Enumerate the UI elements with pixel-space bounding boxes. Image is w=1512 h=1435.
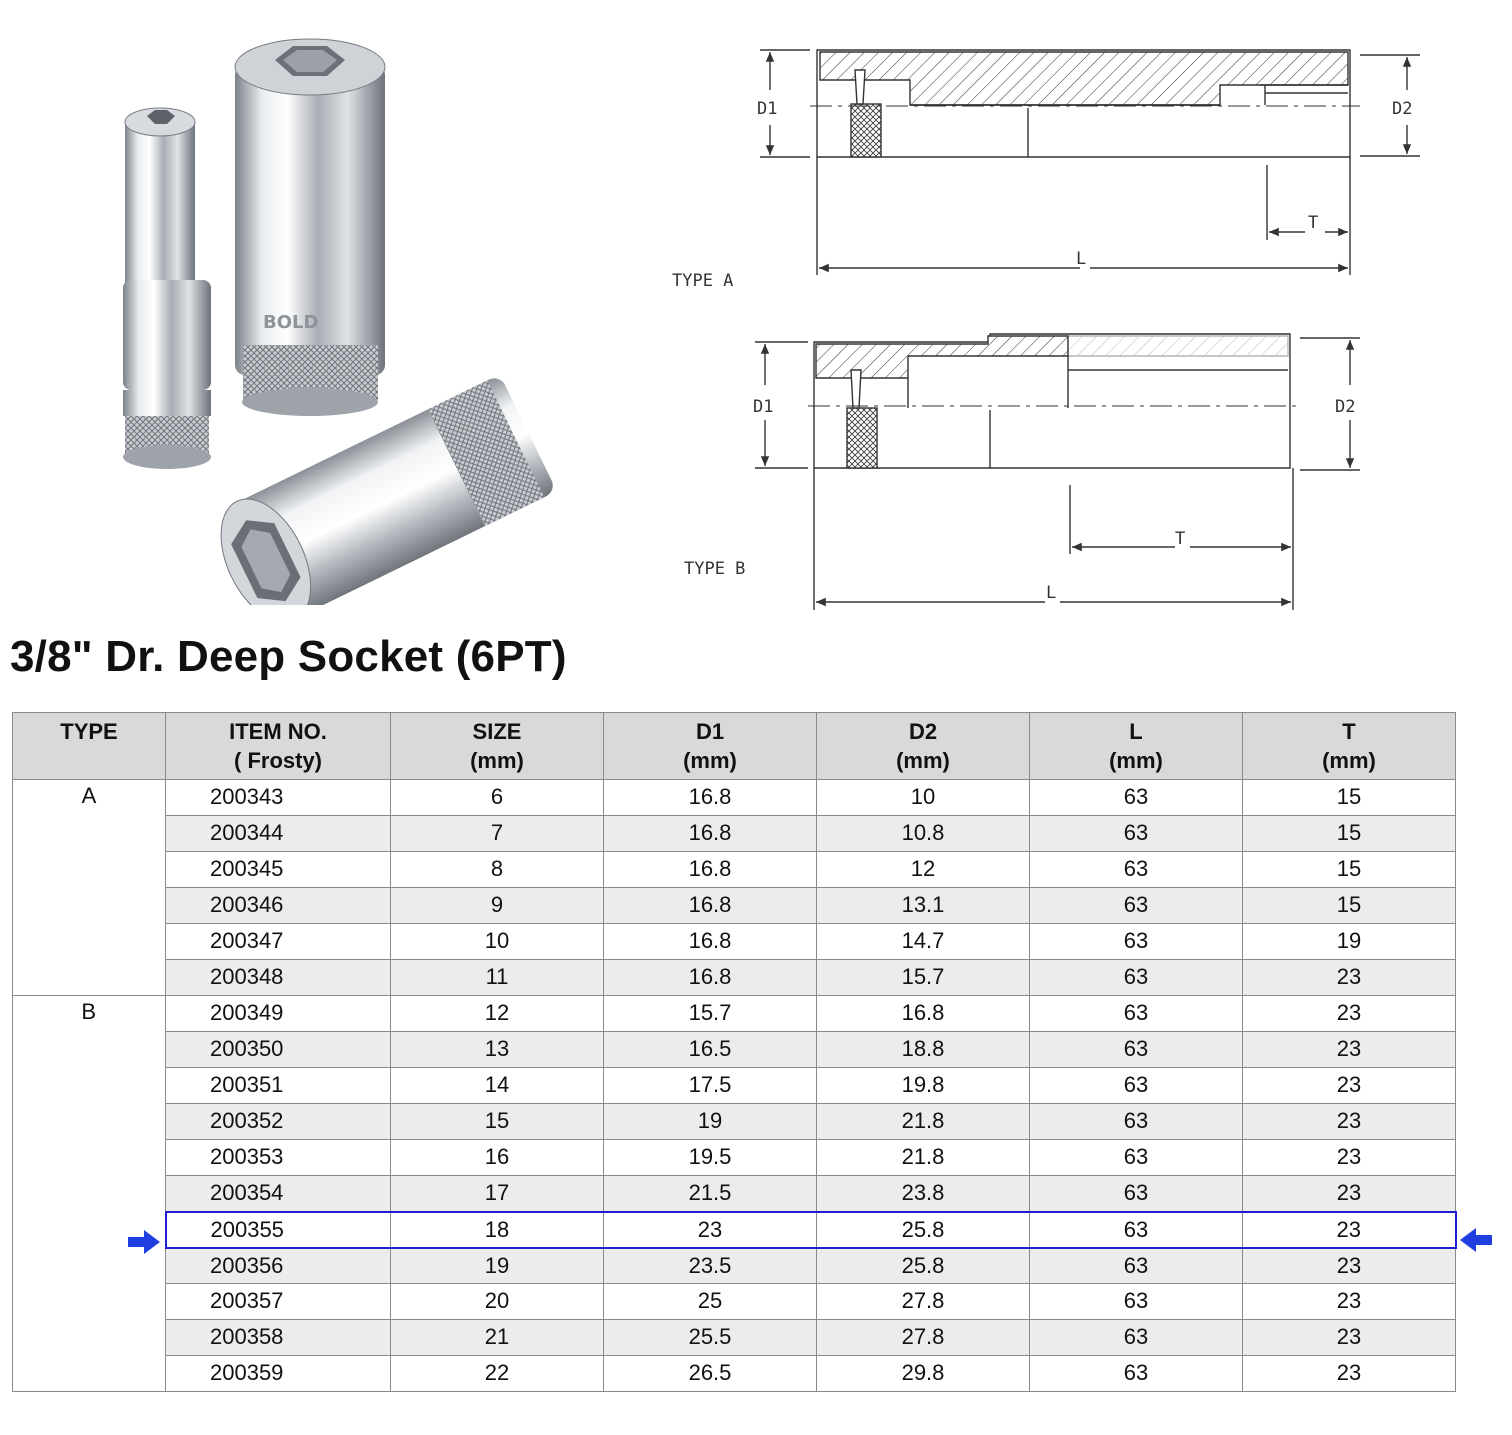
type-group-cell: A	[13, 780, 166, 996]
cell-d2: 25.8	[817, 1212, 1030, 1248]
cell-l: 63	[1030, 996, 1243, 1032]
column-header-unit: (mm)	[470, 748, 524, 773]
table-row	[13, 1248, 1456, 1284]
table-row	[13, 960, 1456, 996]
column-header	[1243, 713, 1456, 780]
drawing-type-a	[660, 30, 1430, 300]
column-header-unit: (mm)	[1109, 748, 1163, 773]
cell-t: 23	[1243, 1176, 1456, 1212]
cell-item: 200343	[166, 780, 391, 816]
cell-item: 200351	[166, 1068, 391, 1104]
cell-d2: 29.8	[817, 1356, 1030, 1392]
cell-t: 15	[1243, 780, 1456, 816]
cell-t: 23	[1243, 996, 1456, 1032]
cell-size: 22	[391, 1356, 604, 1392]
cell-size: 11	[391, 960, 604, 996]
table-row	[13, 1104, 1456, 1140]
cell-size: 19	[391, 1248, 604, 1284]
table-row	[13, 924, 1456, 960]
dim-l-label: L	[1076, 249, 1087, 269]
cell-t: 23	[1243, 1356, 1456, 1392]
cell-t: 23	[1243, 1212, 1456, 1248]
table-row	[13, 1176, 1456, 1212]
table-row	[13, 1320, 1456, 1356]
cell-d2: 21.8	[817, 1140, 1030, 1176]
type-b-label: TYPE B	[684, 559, 746, 579]
column-header	[1030, 713, 1243, 780]
cell-l: 63	[1030, 1176, 1243, 1212]
column-header-unit: (mm)	[896, 748, 950, 773]
cell-item: 200354	[166, 1176, 391, 1212]
cell-d2: 15.7	[817, 960, 1030, 996]
column-header-unit: ( Frosty)	[234, 748, 322, 773]
table-row	[13, 1212, 1456, 1248]
cell-item: 200359	[166, 1356, 391, 1392]
product-photo	[95, 20, 575, 605]
cell-d1: 16.8	[604, 780, 817, 816]
cell-item: 200347	[166, 924, 391, 960]
cell-d1: 17.5	[604, 1068, 817, 1104]
cell-d1: 16.8	[604, 816, 817, 852]
arrow-left-icon	[1460, 1228, 1492, 1252]
cell-size: 6	[391, 780, 604, 816]
cell-d2: 18.8	[817, 1032, 1030, 1068]
cell-d1: 25	[604, 1284, 817, 1320]
table-row	[13, 1068, 1456, 1104]
cell-item: 200356	[166, 1248, 391, 1284]
column-header-label: D2	[908, 719, 938, 744]
cell-t: 15	[1243, 888, 1456, 924]
column-header	[391, 713, 604, 780]
cell-d1: 19	[604, 1104, 817, 1140]
cell-d2: 10	[817, 780, 1030, 816]
cell-l: 63	[1030, 1284, 1243, 1320]
cell-d1: 16.8	[604, 960, 817, 996]
cell-t: 23	[1243, 960, 1456, 996]
page-title: 3/8" Dr. Deep Socket (6PT)	[10, 632, 567, 681]
table-row	[13, 852, 1456, 888]
cell-d1: 23	[604, 1212, 817, 1248]
cell-d2: 12	[817, 852, 1030, 888]
cell-d2: 10.8	[817, 816, 1030, 852]
cell-d1: 16.8	[604, 924, 817, 960]
engraving-text: BOLD	[263, 312, 319, 333]
dim-t-label: T	[1175, 529, 1186, 549]
cell-size: 17	[391, 1176, 604, 1212]
cell-item: 200346	[166, 888, 391, 924]
column-header-label: L	[1129, 719, 1143, 744]
cell-item: 200350	[166, 1032, 391, 1068]
column-header	[604, 713, 817, 780]
cell-l: 63	[1030, 1104, 1243, 1140]
drawing-type-b	[660, 320, 1430, 620]
column-header-unit	[13, 746, 165, 775]
cell-t: 23	[1243, 1248, 1456, 1284]
cell-d2: 14.7	[817, 924, 1030, 960]
cell-size: 7	[391, 816, 604, 852]
cell-d2: 25.8	[817, 1248, 1030, 1284]
cell-d1: 15.7	[604, 996, 817, 1032]
table-row	[13, 816, 1456, 852]
table-row	[13, 888, 1456, 924]
cell-size: 15	[391, 1104, 604, 1140]
cell-t: 15	[1243, 852, 1456, 888]
cell-l: 63	[1030, 1212, 1243, 1248]
cell-size: 10	[391, 924, 604, 960]
cell-size: 12	[391, 996, 604, 1032]
cell-l: 63	[1030, 1068, 1243, 1104]
cell-d2: 21.8	[817, 1104, 1030, 1140]
tall-socket	[235, 39, 385, 416]
cell-t: 23	[1243, 1140, 1456, 1176]
column-header-unit: (mm)	[683, 748, 737, 773]
spec-table	[12, 712, 1457, 1392]
cell-size: 9	[391, 888, 604, 924]
type-group-cell: B	[13, 996, 166, 1392]
cell-item: 200355	[166, 1212, 391, 1248]
cell-d1: 25.5	[604, 1320, 817, 1356]
cell-l: 63	[1030, 816, 1243, 852]
cell-size: 20	[391, 1284, 604, 1320]
cell-item: 200345	[166, 852, 391, 888]
cell-t: 23	[1243, 1068, 1456, 1104]
cell-t: 23	[1243, 1320, 1456, 1356]
cell-l: 63	[1030, 1248, 1243, 1284]
cell-l: 63	[1030, 1356, 1243, 1392]
cell-l: 63	[1030, 924, 1243, 960]
cell-item: 200357	[166, 1284, 391, 1320]
cell-d2: 19.8	[817, 1068, 1030, 1104]
cell-item: 200348	[166, 960, 391, 996]
cell-size: 21	[391, 1320, 604, 1356]
arrow-right-icon	[128, 1230, 160, 1254]
table-header-row	[13, 713, 1456, 780]
table-row	[13, 1356, 1456, 1392]
column-header-label: D1	[695, 719, 725, 744]
cell-d2: 27.8	[817, 1320, 1030, 1356]
cell-item: 200358	[166, 1320, 391, 1356]
dim-d2-label: D2	[1392, 99, 1413, 119]
table-row	[13, 1284, 1456, 1320]
cell-l: 63	[1030, 1320, 1243, 1356]
cell-l: 63	[1030, 852, 1243, 888]
cell-t: 23	[1243, 1032, 1456, 1068]
table-row	[13, 1032, 1456, 1068]
cell-d2: 13.1	[817, 888, 1030, 924]
cell-d2: 27.8	[817, 1284, 1030, 1320]
cell-t: 19	[1243, 924, 1456, 960]
cell-l: 63	[1030, 1032, 1243, 1068]
dim-d1-label: D1	[757, 99, 778, 119]
cell-t: 23	[1243, 1284, 1456, 1320]
cell-item: 200353	[166, 1140, 391, 1176]
cell-d1: 16.8	[604, 852, 817, 888]
column-header-unit: (mm)	[1322, 748, 1376, 773]
cell-item: 200344	[166, 816, 391, 852]
cell-d1: 23.5	[604, 1248, 817, 1284]
cell-size: 13	[391, 1032, 604, 1068]
dim-t-label: T	[1308, 213, 1319, 233]
cell-size: 18	[391, 1212, 604, 1248]
column-header	[817, 713, 1030, 780]
dim-d2-label: D2	[1335, 397, 1356, 417]
cell-l: 63	[1030, 1140, 1243, 1176]
dim-l-label: L	[1046, 583, 1057, 603]
table-row	[13, 1140, 1456, 1176]
column-header-label: ITEM NO.	[229, 719, 327, 744]
cell-d2: 16.8	[817, 996, 1030, 1032]
table-body	[13, 780, 1456, 1392]
cell-d2: 23.8	[817, 1176, 1030, 1212]
cell-size: 8	[391, 852, 604, 888]
cell-d1: 19.5	[604, 1140, 817, 1176]
cell-size: 16	[391, 1140, 604, 1176]
small-socket	[123, 108, 211, 469]
type-a-label: TYPE A	[672, 271, 734, 291]
column-header	[13, 713, 166, 780]
cell-d1: 21.5	[604, 1176, 817, 1212]
cell-d1: 26.5	[604, 1356, 817, 1392]
cell-d1: 16.5	[604, 1032, 817, 1068]
table-row	[13, 996, 1456, 1032]
cell-size: 14	[391, 1068, 604, 1104]
column-header-label: TYPE	[60, 719, 118, 744]
dim-d1-label: D1	[753, 397, 774, 417]
cell-l: 63	[1030, 888, 1243, 924]
cell-item: 200349	[166, 996, 391, 1032]
cell-t: 23	[1243, 1104, 1456, 1140]
table-row	[13, 780, 1456, 816]
column-header-label: T	[1342, 719, 1356, 744]
cell-l: 63	[1030, 960, 1243, 996]
column-header	[166, 713, 391, 780]
column-header-label: SIZE	[472, 719, 522, 744]
cell-item: 200352	[166, 1104, 391, 1140]
cell-l: 63	[1030, 780, 1243, 816]
cell-d1: 16.8	[604, 888, 817, 924]
cell-t: 15	[1243, 816, 1456, 852]
